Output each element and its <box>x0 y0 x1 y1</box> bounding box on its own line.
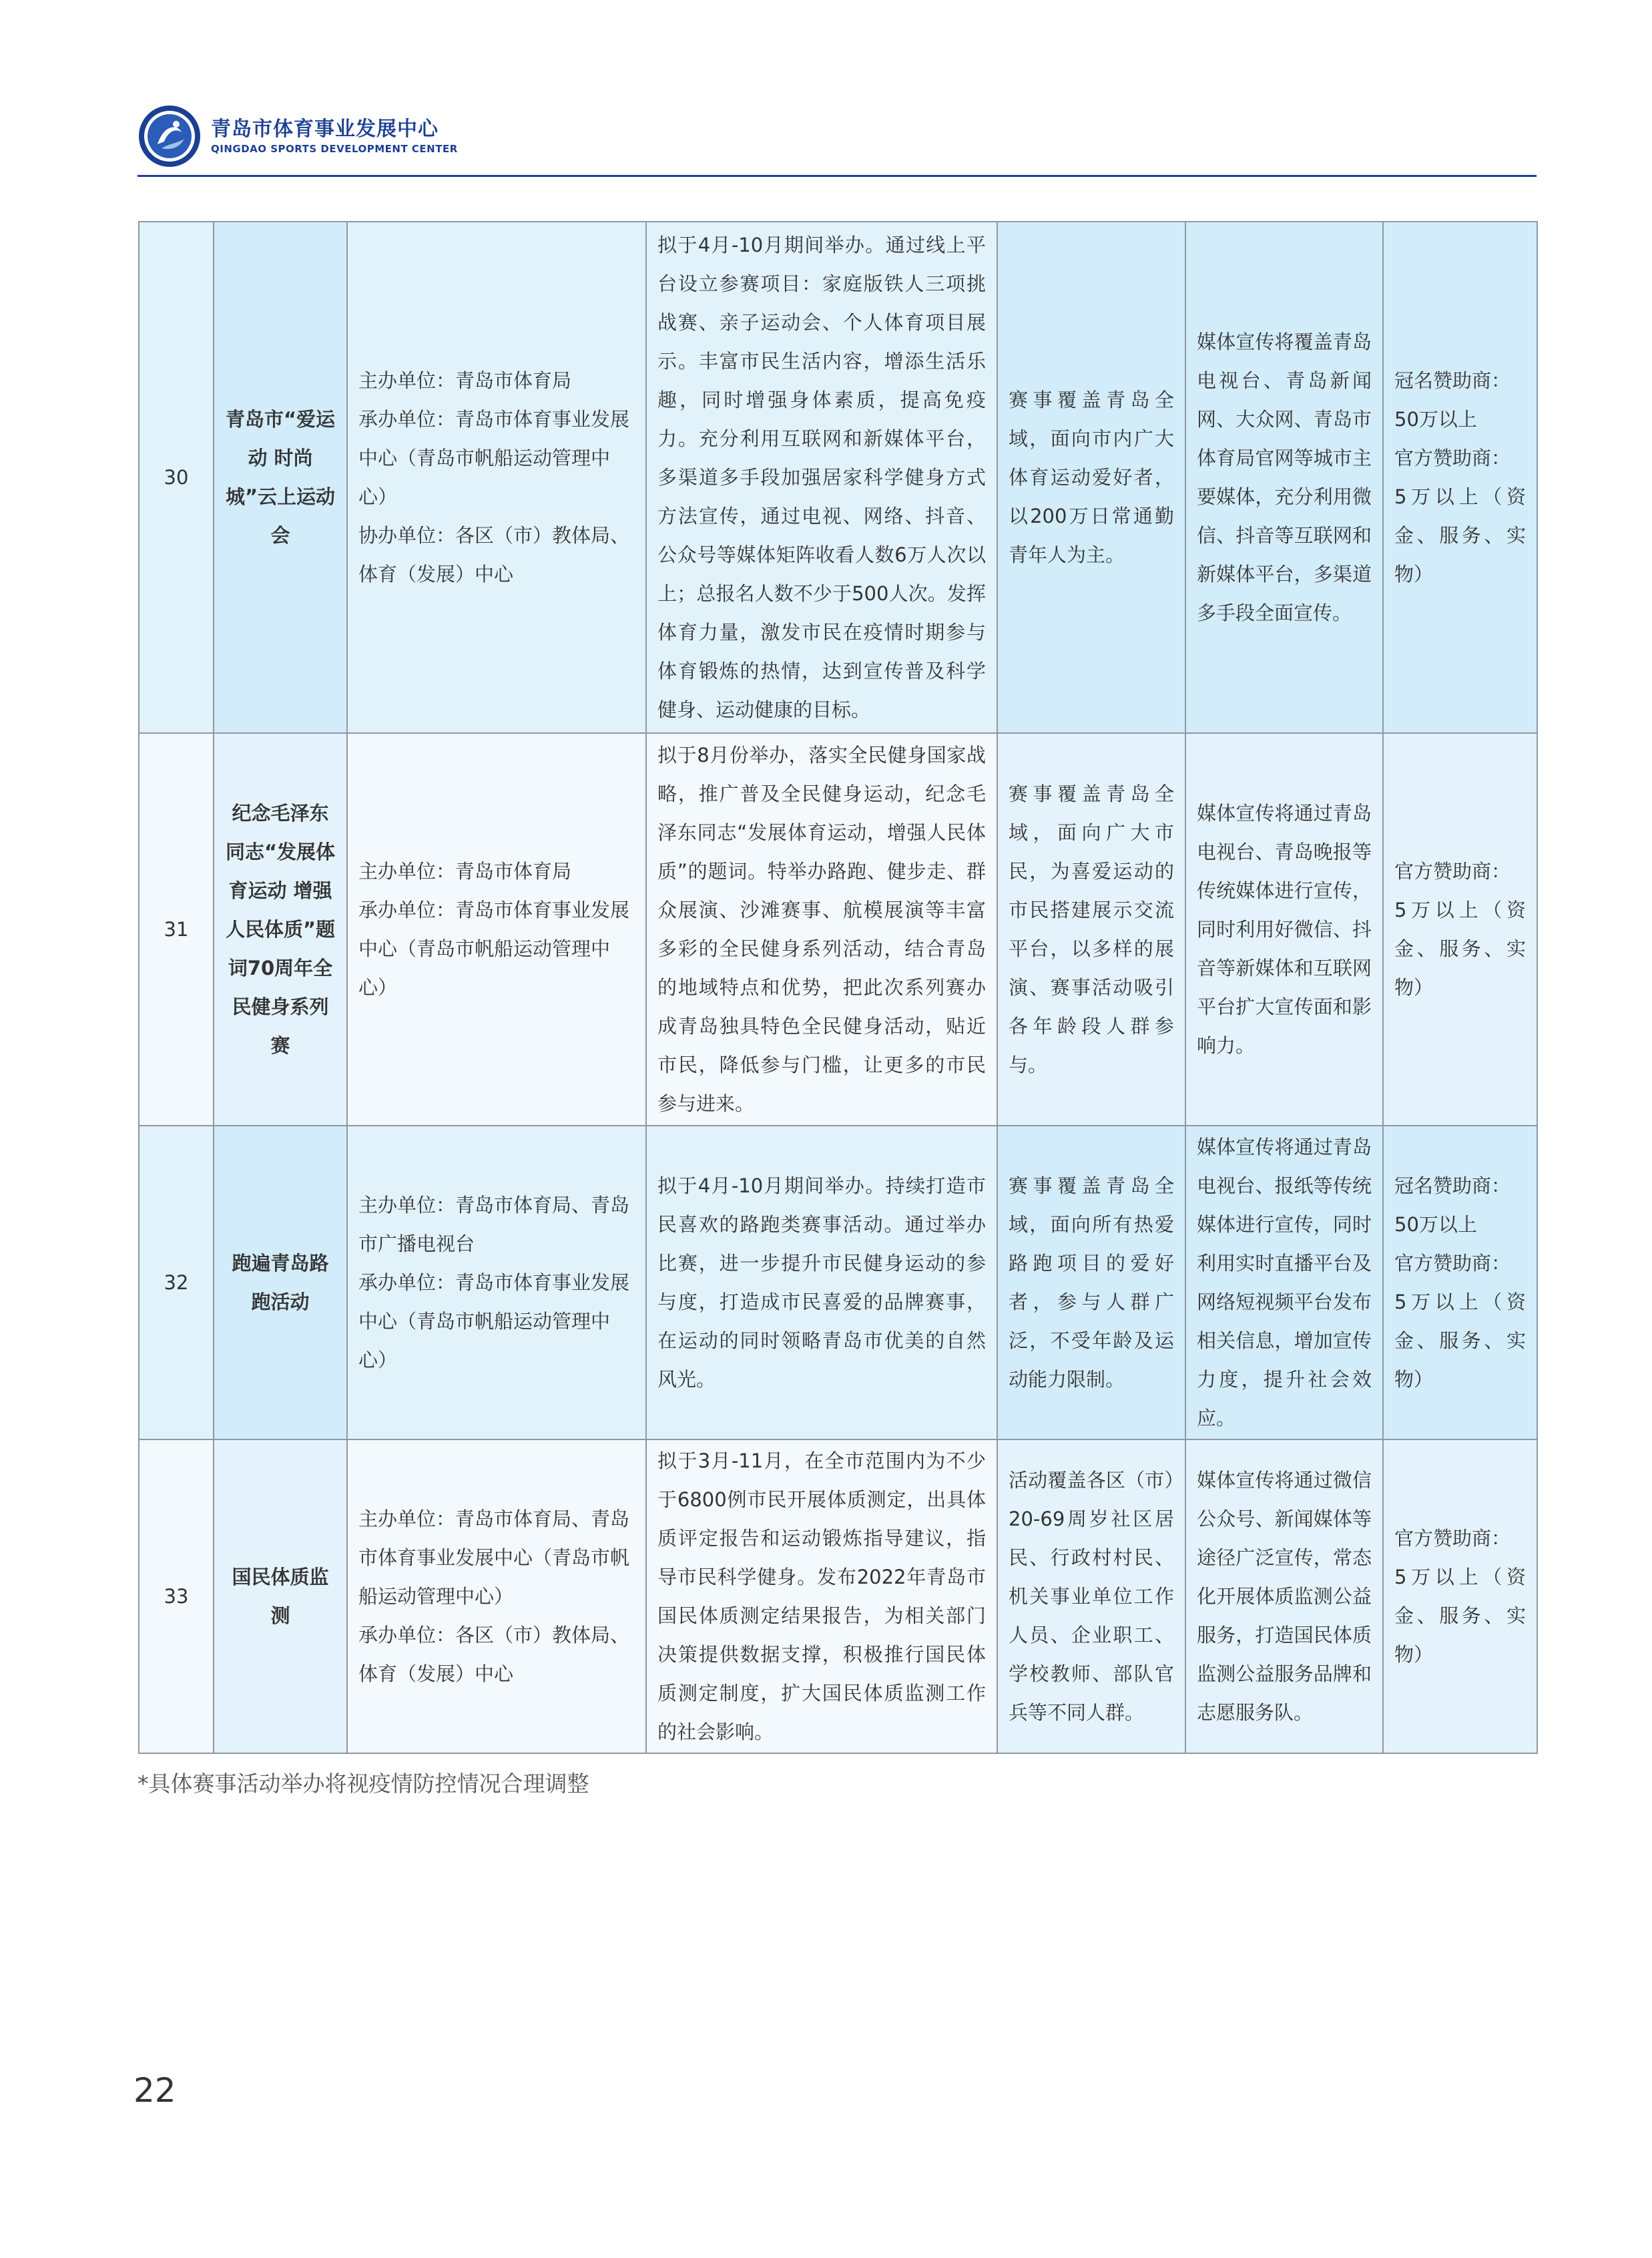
footnote: *具体赛事活动举办将视疫情防控情况合理调整 <box>137 1771 589 1797</box>
organizer-cell <box>347 733 646 1126</box>
row-number: 32 <box>139 1126 214 1439</box>
organizer-cell <box>347 1126 646 1439</box>
organizer-line: 主办单位：青岛市体育局 <box>358 369 572 392</box>
table-row <box>139 1439 1537 1753</box>
organizer-line: 承办单位：青岛市体育事业发展中心（青岛市帆船运动管理中心） <box>358 1271 630 1371</box>
organizer-line: 承办单位：青岛市体育事业发展中心（青岛市帆船运动管理中心） <box>358 408 630 508</box>
event-description: 拟于4月-10月期间举办。持续打造市民喜欢的路跑类赛事活动。通过举办比赛，进一步提升市民健身运动的参与度，打造成市民喜爱的品牌赛事，在运动的同时领略青岛市优美的自然风光。 <box>646 1126 997 1439</box>
sponsor-line: 5万以上（资金、服务、实物） <box>1394 1291 1526 1391</box>
media-cell: 媒体宣传将覆盖青岛电视台、青岛新闻网、大众网、青岛市体育局官网等城市主要媒体，充分利用微信、抖音等互联网和新媒体平台，多渠道多手段全面宣传。 <box>1185 222 1383 733</box>
coverage-cell: 赛事覆盖青岛全域，面向广大市民，为喜爱运动的市民搭建展示交流平台，以多样的展演、赛事活动吸引各年龄段人群参与。 <box>997 733 1185 1126</box>
sponsor-line: 官方赞助商： <box>1394 860 1511 883</box>
table-row <box>139 1126 1537 1439</box>
sponsor-cell <box>1383 1126 1537 1439</box>
sponsor-cell <box>1383 1439 1537 1753</box>
sponsor-line: 官方赞助商： <box>1394 447 1511 469</box>
sponsor-line: 官方赞助商： <box>1394 1527 1511 1550</box>
page-number: 22 <box>133 2071 176 2110</box>
sponsor-line: 冠名赞助商： <box>1394 369 1511 392</box>
sponsor-line: 冠名赞助商： <box>1394 1174 1511 1197</box>
row-number: 31 <box>139 733 214 1126</box>
organizer-line: 主办单位：青岛市体育局 <box>358 860 572 883</box>
page-header <box>137 99 458 174</box>
organizer-line: 承办单位：各区（市）教体局、体育（发展）中心 <box>358 1624 630 1685</box>
event-name: 纪念毛泽东同志“发展体育运动 增强人民体质”题词70周年全民健身系列赛 <box>214 733 347 1126</box>
coverage-cell: 赛事覆盖青岛全域，面向所有热爱路跑项目的爱好者，参与人群广泛，不受年龄及运动能力限制。 <box>997 1126 1185 1439</box>
table-row <box>139 222 1537 733</box>
sponsor-line: 50万以上 <box>1394 408 1477 431</box>
organizer-line: 主办单位：青岛市体育局、青岛市广播电视台 <box>358 1194 630 1255</box>
event-name: 青岛市“爱运动 时尚城”云上运动会 <box>214 222 347 733</box>
organizer-cell <box>347 1439 646 1753</box>
media-cell: 媒体宣传将通过青岛电视台、青岛晚报等传统媒体进行宣传，同时利用好微信、抖音等新媒体和互联网平台扩大宣传面和影响力。 <box>1185 733 1383 1126</box>
media-cell: 媒体宣传将通过微信公众号、新闻媒体等途径广泛宣传，常态化开展体质监测公益服务，打造国民体质监测公益服务品牌和志愿服务队。 <box>1185 1439 1383 1753</box>
qingdao-sports-logo-icon <box>137 104 202 168</box>
event-description: 拟于8月份举办，落实全民健身国家战略，推广普及全民健身运动，纪念毛泽东同志“发展体育运动，增强人民体质”的题词。特举办路跑、健步走、群众展演、沙滩赛事、航模展演等丰富多彩的全民健身系列活动，结合青岛的地域特点和优势，把此次系列赛办成青岛独具特色全民健身活动，贴近市民，降低参与门槛，让更多的市民参与进来。 <box>646 733 997 1126</box>
organizer-line: 主办单位：青岛市体育局、青岛市体育事业发展中心（青岛市帆船运动管理中心） <box>358 1508 630 1608</box>
row-number: 33 <box>139 1439 214 1753</box>
sponsor-line: 官方赞助商： <box>1394 1252 1511 1275</box>
events-table <box>138 221 1538 1754</box>
event-name: 跑遍青岛路跑活动 <box>214 1126 347 1439</box>
event-name: 国民体质监测 <box>214 1439 347 1753</box>
org-name-cn: 青岛市体育事业发展中心 <box>211 118 439 141</box>
row-number: 30 <box>139 222 214 733</box>
sponsor-line: 5万以上（资金、服务、实物） <box>1394 899 1526 999</box>
media-cell: 媒体宣传将通过青岛电视台、报纸等传统媒体进行宣传，同时利用实时直播平台及网络短视频平台发布相关信息，增加宣传力度，提升社会效应。 <box>1185 1126 1383 1439</box>
event-description: 拟于4月-10月期间举办。通过线上平台设立参赛项目：家庭版铁人三项挑战赛、亲子运动会、个人体育项目展示。丰富市民生活内容，增添生活乐趣，同时增强身体素质，提高免疫力。充分利用互联网和新媒体平台，多渠道多手段加强居家科学健身方式方法宣传，通过电视、网络、抖音、公众号等媒体矩阵收看人数6万人次以上；总报名人数不少于500人次。发挥体育力量，激发市民在疫情时期参与体育锻炼的热情，达到宣传普及科学健身、运动健康的目标。 <box>646 222 997 733</box>
sponsor-line: 5万以上（资金、服务、实物） <box>1394 1566 1526 1666</box>
header-divider <box>137 175 1537 177</box>
organizer-cell <box>347 222 646 733</box>
organizer-line: 协办单位：各区（市）教体局、体育（发展）中心 <box>358 524 630 586</box>
event-description: 拟于3月-11月，在全市范围内为不少于6800例市民开展体质测定，出具体质评定报告和运动锻炼指导建议，指导市民科学健身。发布2022年青岛市国民体质测定结果报告，为相关部门决策提供数据支撑，积极推行国民体质测定制度，扩大国民体质监测工作的社会影响。 <box>646 1439 997 1753</box>
organizer-line: 承办单位：青岛市体育事业发展中心（青岛市帆船运动管理中心） <box>358 899 630 999</box>
coverage-cell: 赛事覆盖青岛全域，面向市内广大体育运动爱好者，以200万日常通勤青年人为主。 <box>997 222 1185 733</box>
sponsor-line: 50万以上 <box>1394 1213 1477 1236</box>
org-name-en: QINGDAO SPORTS DEVELOPMENT CENTER <box>211 143 458 155</box>
coverage-cell: 活动覆盖各区（市）20-69周岁社区居民、行政村村民、机关事业单位工作人员、企业职工、学校教师、部队官兵等不同人群。 <box>997 1439 1185 1753</box>
sponsor-cell <box>1383 733 1537 1126</box>
sponsor-cell <box>1383 222 1537 733</box>
sponsor-line: 5万以上（资金、服务、实物） <box>1394 485 1526 586</box>
table-row <box>139 733 1537 1126</box>
